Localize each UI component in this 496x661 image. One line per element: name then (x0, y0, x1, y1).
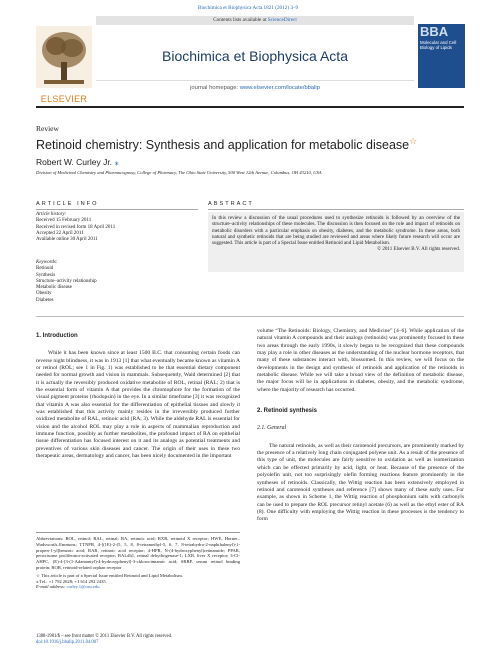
title-footnote-mark[interactable]: ☆ (409, 136, 418, 146)
contact-footnote: ⁎ Tel.: +1 792 2628; +1 614 292 2435. (36, 578, 107, 584)
keyword: Synthesis (36, 272, 56, 278)
publisher-name: ELSEVIER (40, 94, 88, 104)
section-heading-retinoid-synthesis: 2. Retinoid synthesis (257, 408, 318, 415)
history-item: Accepted 22 April 2011 (36, 230, 84, 236)
footnotes (36, 532, 240, 590)
top-citation[interactable]: Biochimica et Biophysica Acta 1821 (2012) 3–9 (197, 5, 299, 11)
cover-subtitle: Molecular and Cell Biology of Lipids (420, 40, 457, 50)
general-paragraph: The natural retinoids, as well as their carotenoid precursors, are prominently marked by the presence of a relatively long chain conjugated polyene unit. As a result of the presence of this type of unit, the molecules are fairly sensitive to oxidation as well as isomerization which can be effected primarily by acid, light, or heat. Because of the presence of the polyolefin unit, not too surprisingly olefin forming reactions feature prominently in the syntheses of retinoids. Classically, the Wittig reaction has been extensively employed in retinoid and carotenoid syntheses and reference [7] shows many of these early uses. For example, as shown in Scheme 1, the Wittig reaction of phosphonium salts with carbonyls can be used to prepare the ROL precursor retinyl acetate (6) as well as the ethyl ester of RA (8). One difficulty with employing the Wittig reaction in these processes is the tendency to form (257, 442, 464, 523)
journal-homepage (96, 80, 414, 94)
abstract-copyright: © 2011 Elsevier B.V. All rights reserved. (377, 246, 460, 253)
history-heading: Article history: (36, 212, 67, 217)
homepage-link[interactable]: www.elsevier.com/locate/bbalip (239, 85, 320, 91)
abbreviations-footnote: Abbreviations: ROL, retinol; RAL, retinal; RA, retinoic acid; RXR, retinoid X receptor; HWE, Horner–Wadsworth–Emmons; TTNPB, 4-[(1E)-2-(5, 5, 8, 8-tetramethyl-5, 6, 7, 8-tetrahydro-2-naphthalenyl)-1-propen-1-yl]benzoic acid; RAR, retinoic acid receptor; 4-HPR, N-(4-hydroxyphenyl)retinamide; PPAR, peroxisome proliferator-activated receptor; RALdh1, retinal dehydrogenase-1; LXR, liver X receptor; 3-Cl-AHPC, (E)-4-[3-(1-Adamantyl)-4-hydroxyphenyl]-3-chlorocinnamic acid; SRBP, serum retinol binding protein; ROR, retinoid-related orphan receptor (36, 536, 240, 570)
header-divider (36, 106, 464, 108)
publisher-logo[interactable] (36, 26, 92, 102)
journal-header (36, 16, 464, 108)
subsection-heading-general: 2.1. General (257, 425, 287, 432)
journal-cover[interactable] (418, 24, 465, 88)
history-item: Received in revised form 18 April 2011 (36, 224, 116, 230)
author-name[interactable]: Robert W. Curley Jr. (36, 157, 113, 167)
article-info-heading: ARTICLE INFO (36, 201, 198, 210)
article-title (36, 136, 464, 152)
issn-line: 1388-1981/$ – see front matter © 2011 Elsevier B.V. All rights reserved. (36, 634, 173, 639)
sciencedirect-link[interactable]: ScienceDirect (267, 17, 297, 23)
body-left-column (36, 333, 240, 461)
contents-banner (96, 16, 414, 25)
journal-title[interactable]: Biochimica et Biophysica Acta (162, 48, 348, 64)
history-item: Available online 30 April 2011 (36, 237, 98, 243)
author-footnote-mark[interactable]: ⁎ (114, 157, 119, 167)
elsevier-tree-icon (36, 26, 92, 88)
affiliation: Division of Medicinal Chemistry and Pharmacognosy, College of Pharmacy, The Ohio State University, 500 West 12th Avenue, Columbus, OH 43210, USA (36, 170, 322, 175)
bottom-info (36, 634, 256, 646)
keyword: Metabolic disease (36, 285, 72, 291)
abstract-heading: ABSTRACT (208, 201, 464, 210)
intro-paragraph: While it has been known since at least 1500 B.C. that consuming certain foods can reverse night blindness, it was in 1913 [1] that what eventually became known as vitamin A or retinol (ROL; see 1 in Fig. 1) was established to be that essential dietary component needed for normal growth and vision in mammals. Subsequently, Wald determined [2] that it is actually the reversibly produced oxidative metabolite of ROL, retinal (RAL; 2) that is the essential form of vitamin A that provides the chromophore for the formation of the visual pigment proteins (rhodopsin) in the eye. In a similar timeframe [3] it was recognized that vitamin A was also essential for the differentiation of epithelial tissues and slowly it was established that this activity mainly resides in the irreversibly produced further oxidized metabolite of RAL, retinoic acid (RA; 3). While the aldehyde RAL is essential for vision and the alcohol ROL may play a role in aspects of mammalian reproduction and immune function, possibly as further metabolites, the profound impact of RA on epithelial tissue differentiation has focused interest on it and its analogs as potential treatments and preventives of various skin diseases and cancer. The origin of their uses in these two therapeutic areas, dermatology and cancer, has been nicely documented in the important (36, 350, 240, 460)
history-item: Received 15 February 2011 (36, 218, 92, 224)
keywords (36, 260, 198, 304)
intro-continued-paragraph: volume “The Retinoids: Biology, Chemistry, and Medicine” [4–6]. While application of the natural vitamin A compounds and their analogs (retinoids) was prominently focused in these two areas through the early 1990s, it slowly began to be recognized that these compounds may play a role in other diseases as the understanding of the nuclear hormone receptors, that many of these substances interact with, blossomed. In this review, we will focus on the developments in the design and synthesis of retinoids and application of the retinoids in metabolic disease. While we will take a broad view of the definition of metabolic disease, the major focus will be in applications in diabetes, obesity, and the metabolic syndrome, where the majority of research has occurred. (257, 328, 464, 393)
abstract-text: In this review a discussion of the usual procedures used to synthesize retinoids is followed by an overview of the structure–activity relationships of these molecules. The discussion is then focused on the role and impact of retinoids on metabolic disorders with a particular emphasis on obesity, diabetes, and the metabolic syndrome. In these areas, both natural and synthetic retinoids that are being studied are reviewed and areas where likely future research will occur are suggested. This article is part of a Special Issue entitled Retinoid and Lipid Metabolism. (212, 215, 460, 247)
keyword: Obesity (36, 291, 52, 297)
doi-link[interactable]: doi:10.1016/j.bbalip.2011.04.007 (36, 640, 99, 645)
email-link[interactable]: curley.1@osu.edu (66, 584, 100, 590)
keyword: Retinoid (36, 266, 54, 272)
abstract-box (208, 212, 464, 272)
body-right-column (257, 328, 464, 524)
article-type: Review (36, 124, 59, 133)
email-label: E-mail address: (36, 584, 66, 590)
keywords-heading: Keywords: (36, 260, 58, 265)
body-divider (36, 316, 464, 317)
special-issue-footnote: ☆ This article is part of a Special Issue entitled Retinoid and Lipid Metabolism. (36, 572, 183, 578)
email-footnote (36, 584, 240, 590)
homepage-label: journal homepage: (190, 85, 240, 91)
article-title-text: Retinoid chemistry: Synthesis and application for metabolic disease (36, 138, 410, 153)
author (36, 157, 119, 168)
keyword: Structure–activity relationship (36, 278, 97, 284)
cover-abbrev: BBA (420, 24, 449, 39)
banner-text: Contents lists available at (213, 17, 267, 23)
article-history (36, 212, 198, 243)
section-heading-introduction: 1. Introduction (36, 333, 78, 339)
keyword: Diabetes (36, 297, 54, 303)
